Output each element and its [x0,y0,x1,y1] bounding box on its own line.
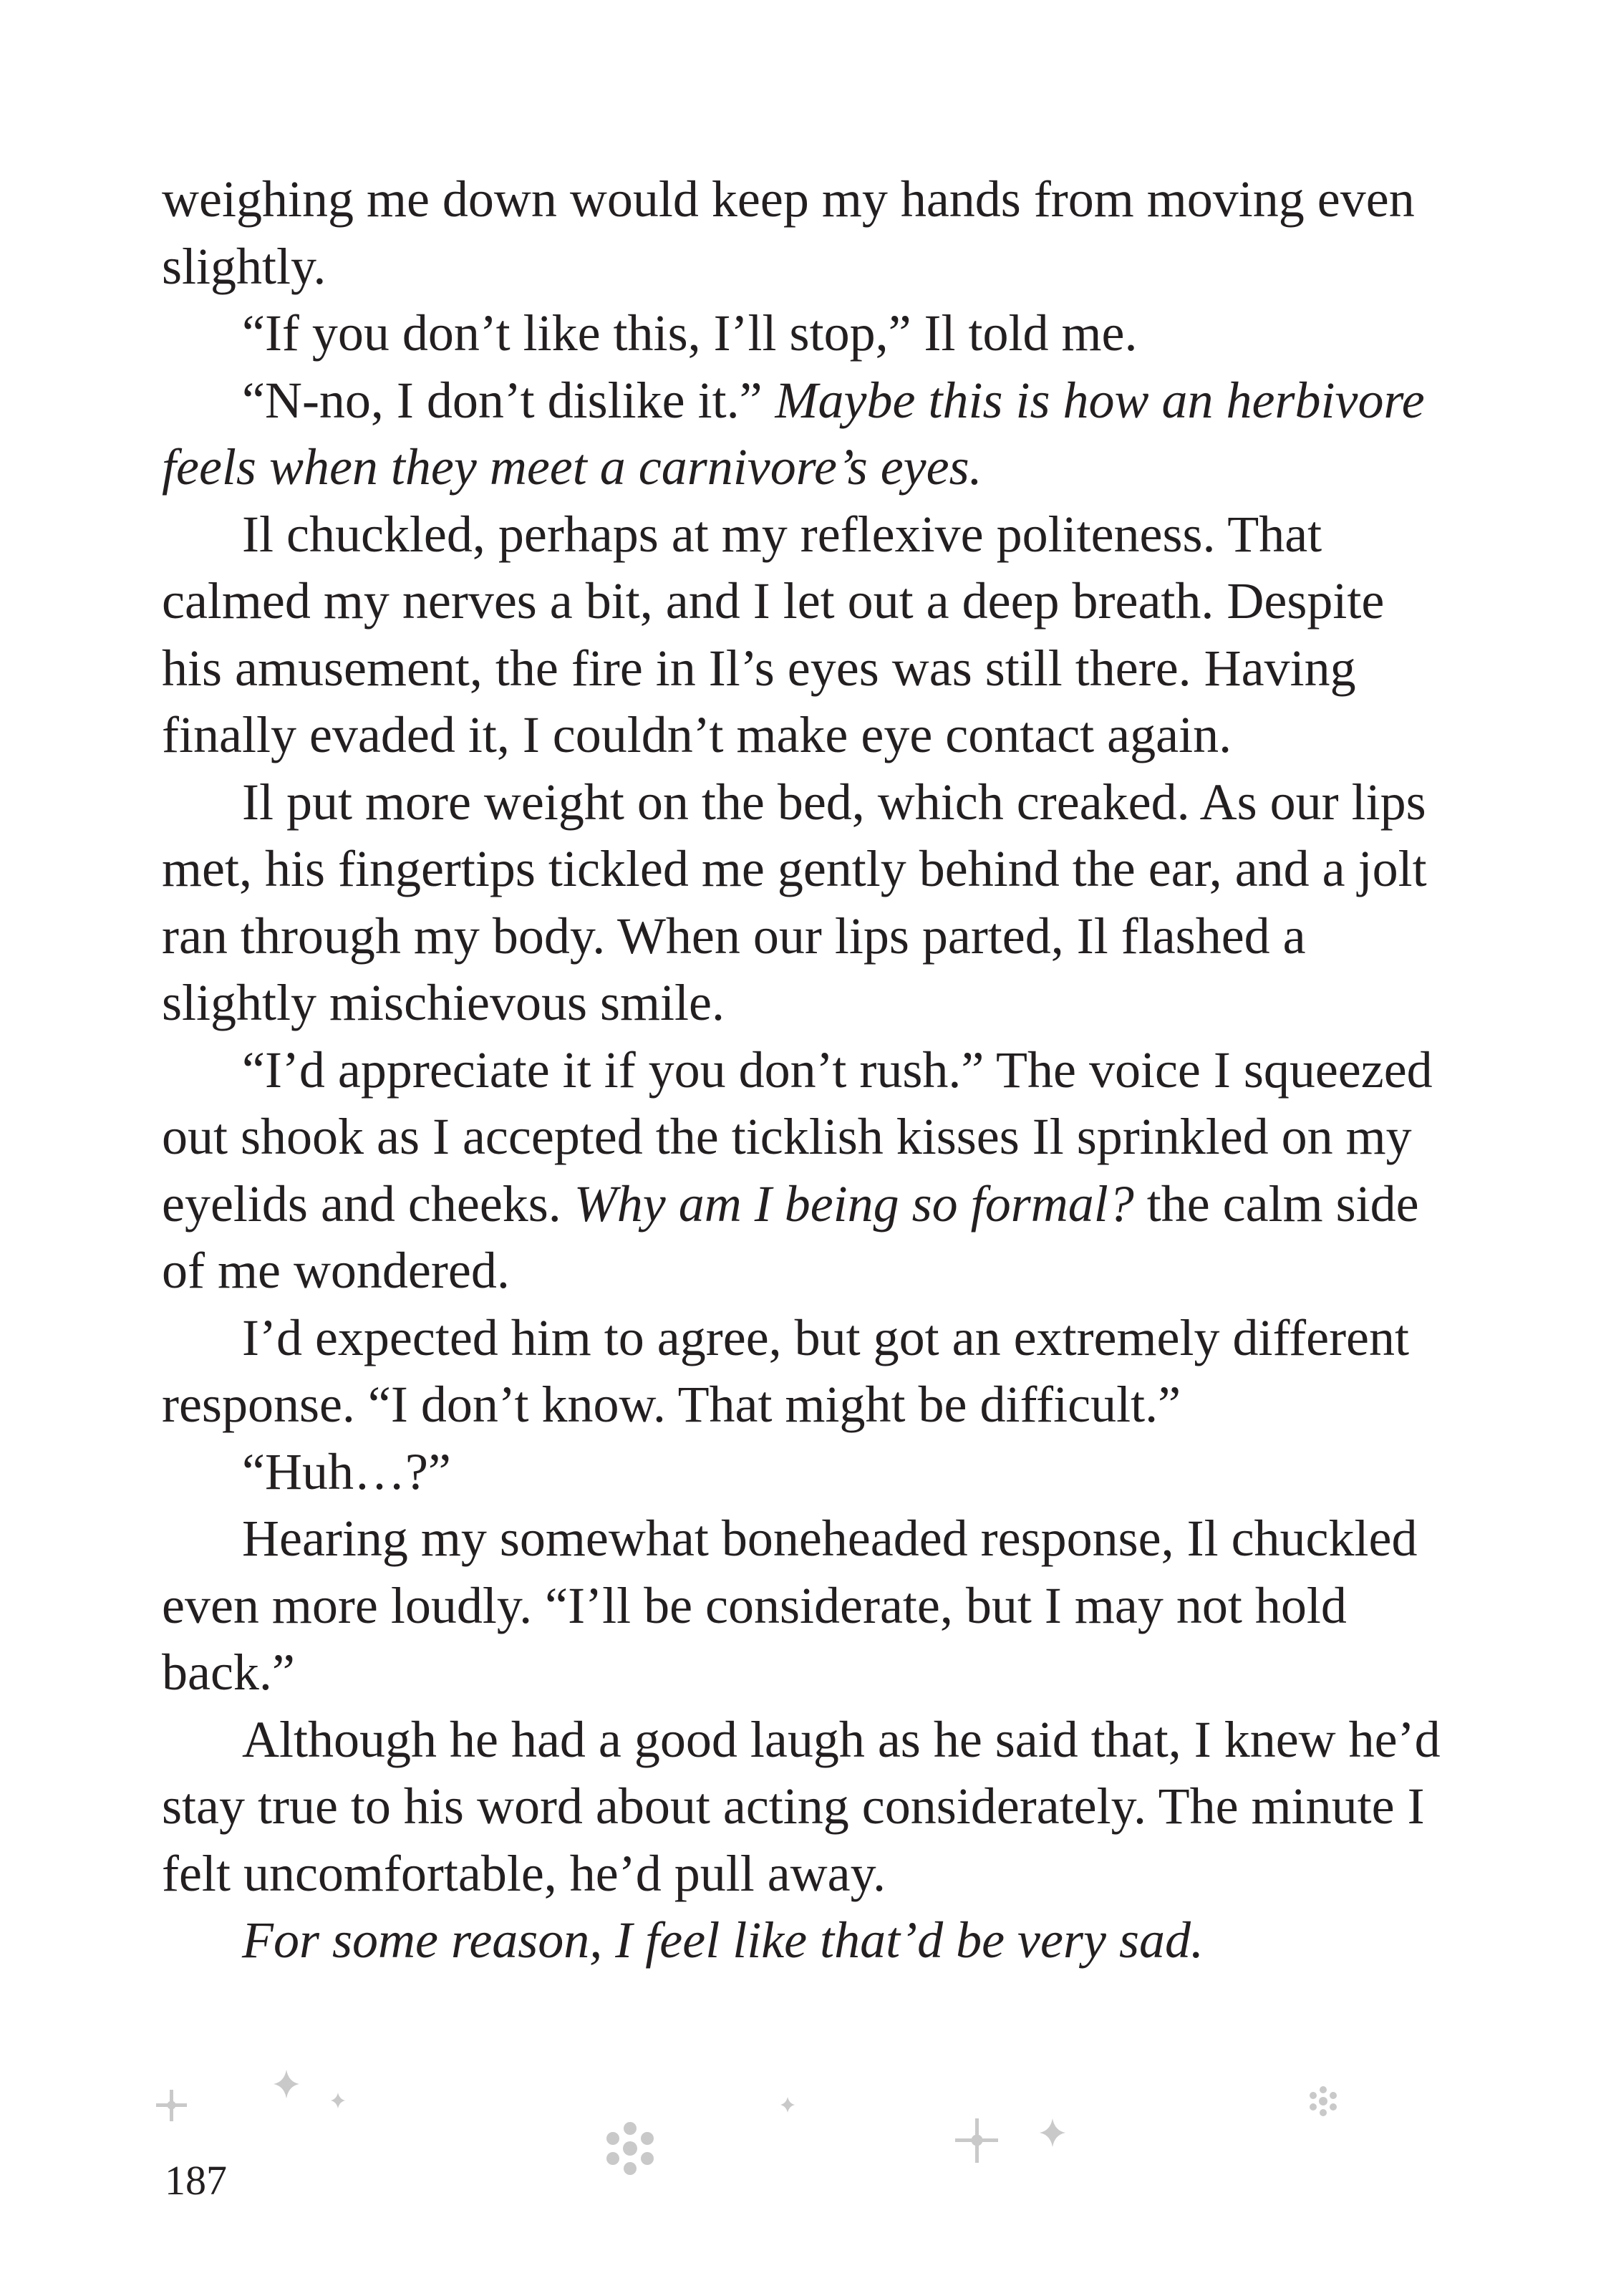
four-point-star-icon [274,2070,299,2098]
snowflake-icon [606,2122,654,2175]
text-segment: Although he had a good laugh as he said that, I knew he’d stay true to his word about acting considerately. The minute I felt uncomfortable, he’d pull away. [162,1710,1441,1902]
paragraph [162,1305,1443,1439]
paragraph [162,769,1443,1037]
cross-sparkle-icon [156,2090,187,2121]
page-number: 187 [165,2157,227,2204]
text-segment: weighing me down would keep my hands from moving even slightly. [162,170,1415,295]
italic-thought: Why am I being so formal? [574,1174,1134,1233]
text-segment: “N-no, I don’t dislike it.” [242,371,775,429]
paragraph [162,367,1443,501]
body-text [162,166,1443,1974]
text-segment: “Huh…?” [242,1442,451,1500]
small-star-icon [331,2093,345,2108]
text-segment: Il put more weight on the bed, which creaked. As our lips met, his fingertips tickled me gently behind the ear, and a jolt ran through my body. When our lips parted, Il flashed a slightly mischievous smile. [162,773,1427,1031]
cross-sparkle-icon [955,2118,998,2163]
italic-thought: Maybe this is how an herbivore feels when they meet a carnivore’s eyes. [162,371,1425,496]
paragraph [162,300,1443,367]
paragraph [162,501,1443,769]
text-segment: “If you don’t like this, I’ll stop,” Il told me. [242,304,1138,362]
paragraph [162,1037,1443,1305]
text-segment: “I’d appreciate it if you don’t rush.” The voice I squeezed out shook as I accepted the ticklish kisses Il sprinkled on my eyelids and cheeks. [162,1041,1433,1233]
paragraph [162,1907,1443,1974]
paragraph [162,1439,1443,1506]
paragraph [162,166,1443,300]
four-point-star-icon [1040,2118,1065,2147]
text-segment: Il chuckled, perhaps at my reflexive politeness. That calmed my nerves a bit, and I let out a deep breath. Despite his amusement, the fire in Il’s eyes was still there. Having finally evaded it, I couldn’t make eye contact again. [162,505,1385,763]
text-segment: the calm side of me wondered. [162,1174,1419,1299]
snowflake-icon [1310,2086,1337,2116]
text-segment: Hearing my somewhat boneheaded response, Il chuckled even more loudly. “I’ll be considerate, but I may not hold back.” [162,1510,1418,1701]
italic-thought: For some reason, I feel like that’d be very sad. [242,1911,1204,1969]
paragraph [162,1505,1443,1707]
small-star-icon [780,2097,795,2113]
paragraph [162,1707,1443,1908]
text-segment: I’d expected him to agree, but got an extremely different response. “I don’t know. That might be difficult.” [162,1308,1410,1433]
decorative-ornaments [0,2048,1611,2191]
